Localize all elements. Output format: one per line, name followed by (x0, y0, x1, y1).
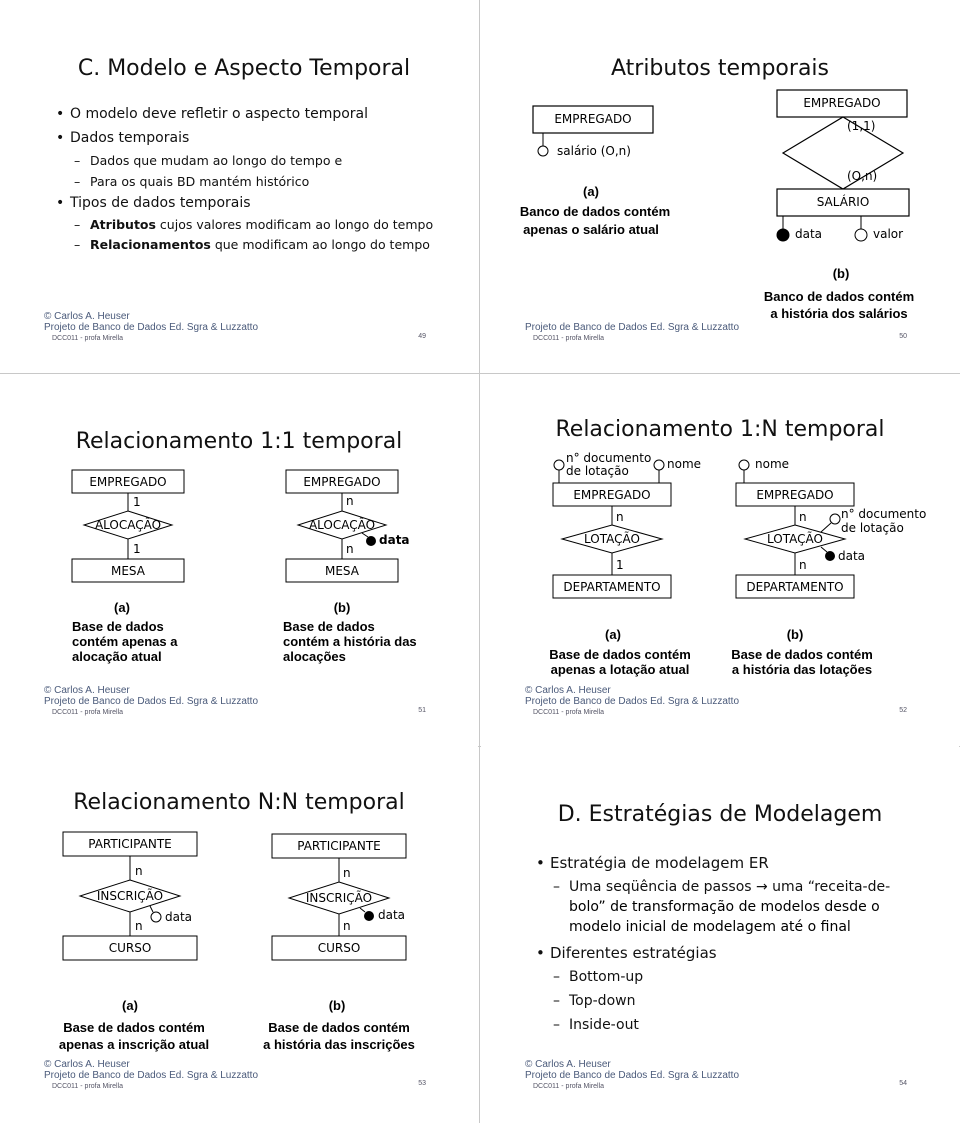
attribute-label: n° documento (566, 451, 652, 465)
slide-footer (525, 685, 739, 718)
bullet: • Dados temporais (70, 130, 189, 146)
cardinality: n (346, 542, 354, 556)
attribute-label: nome (667, 457, 702, 471)
entity-label: DEPARTAMENTO (746, 580, 844, 594)
caption-label: (a) (122, 998, 138, 1013)
caption-label: (a) (605, 627, 621, 642)
slide-title: C. Modelo e Aspecto Temporal (77, 56, 411, 81)
attribute-label: data (165, 910, 193, 924)
page-number: 50 (899, 333, 907, 340)
row-divider (0, 373, 960, 374)
slide-footer (44, 1059, 258, 1092)
cardinality: 1 (133, 495, 141, 509)
page-number: 52 (899, 707, 907, 714)
attribute-link (362, 533, 368, 537)
slide-53 (0, 748, 478, 1120)
sub-bullet: – Dados que mudam ao longo do tempo e (90, 153, 342, 168)
attribute-circle (538, 146, 548, 156)
cardinality: n (343, 866, 351, 880)
bullet: • Estratégia de modelagem ER (550, 854, 769, 872)
attribute-label: nome (755, 457, 790, 471)
caption-line: Base de dados (72, 619, 164, 634)
sub-bullet: – Bottom-up (569, 969, 643, 985)
cardinality: n (616, 510, 624, 524)
attribute-circle (554, 460, 564, 470)
slide-footer (525, 1059, 739, 1092)
relationship-diamond (783, 117, 903, 189)
caption-line: apenas a lotação atual (550, 662, 690, 677)
attribute-circle (151, 912, 161, 922)
entity-label: DEPARTAMENTO (563, 580, 661, 594)
attribute-label: de lotação (841, 521, 904, 535)
sub-bullet-continuation: modelo inicial de modelagem até o final (569, 919, 851, 935)
slide-title: D. Estratégias de Modelagem (557, 802, 883, 827)
sub-bullet (90, 237, 430, 252)
page-number: 51 (418, 707, 426, 714)
cardinality: n (343, 919, 351, 933)
caption-line: a história das lotações (731, 662, 873, 677)
text-rest: cujos valores modificam ao longo do tempo (155, 217, 434, 232)
cardinality: n (799, 558, 807, 572)
identifier-attribute-circle (777, 229, 789, 241)
entity-label: EMPREGADO (756, 488, 834, 502)
cardinality: (1,1) (847, 119, 876, 133)
caption-line: Banco de dados contém (763, 289, 915, 304)
attribute-link (821, 547, 827, 552)
bold-term: Atributos (90, 217, 156, 232)
entity-label: EMPREGADO (803, 96, 881, 110)
attribute-label: data (378, 908, 406, 922)
attribute-circle (654, 460, 664, 470)
footer-course: DCC011 - profa Mirella (533, 1083, 605, 1090)
slide-49 (0, 0, 478, 372)
attribute-circle (830, 514, 840, 524)
footer-author: © Carlos A. Heuser (44, 311, 130, 322)
entity-label: PARTICIPANTE (88, 837, 172, 851)
footer-project: Projeto de Banco de Dados Ed. Sgra & Luzzatto (44, 696, 259, 707)
footer-project: Projeto de Banco de Dados Ed. Sgra & Luzzatto (525, 322, 740, 333)
entity-label: EMPREGADO (554, 112, 632, 126)
cardinality: 1 (133, 542, 141, 556)
page-number: 53 (418, 1080, 426, 1087)
attribute-label: data (795, 227, 823, 241)
footer-course: DCC011 - profa Mirella (52, 1083, 124, 1090)
caption-label: (b) (832, 266, 850, 281)
attribute-link (821, 523, 831, 532)
column-divider (479, 0, 480, 1123)
caption-label: (b) (333, 600, 351, 615)
caption-line: Base de dados contém (268, 1020, 410, 1035)
page-number: 49 (418, 333, 426, 340)
attribute-circle (739, 460, 749, 470)
er-diagram (481, 0, 959, 372)
slide-title: Relacionamento 1:1 temporal (75, 429, 403, 454)
slide-footer (44, 685, 258, 718)
sub-bullet (90, 217, 433, 232)
caption-line: alocações (283, 649, 346, 664)
caption-line: apenas o salário atual (523, 222, 659, 237)
entity-label: CURSO (108, 941, 152, 955)
footer-author: © Carlos A. Heuser (44, 1059, 130, 1070)
attribute-label: n° documento (841, 507, 927, 521)
footer-course: DCC011 - profa Mirella (52, 709, 124, 716)
page-number: 54 (899, 1080, 907, 1087)
bold-term: Relacionamentos (90, 237, 211, 252)
attribute-circle (366, 536, 376, 546)
attribute-label: data (379, 533, 410, 547)
slide-54 (481, 748, 959, 1120)
attribute-circle (364, 911, 374, 921)
sub-bullet: – Uma seqüência de passos → uma “receita-de- (569, 879, 890, 895)
footer-author: © Carlos A. Heuser (44, 685, 130, 696)
caption-label: (a) (114, 600, 130, 615)
slide-51 (0, 375, 478, 747)
footer-course: DCC011 - profa Mirella (533, 709, 605, 716)
relationship-label: ALOCAÇÃO (308, 518, 376, 532)
footer-project: Projeto de Banco de Dados Ed. Sgra & Luzzatto (44, 322, 259, 333)
caption-label: (a) (583, 184, 599, 199)
slide-footer (44, 311, 258, 344)
entity-label: EMPREGADO (303, 475, 381, 489)
relationship-label: LOTAÇÃO (767, 532, 823, 546)
attribute-link (360, 908, 365, 912)
entity-label: CURSO (317, 941, 361, 955)
relationship-label: ALOCAÇÃO (94, 518, 162, 532)
slide-50 (481, 0, 959, 372)
slide-title: Relacionamento N:N temporal (73, 790, 405, 815)
bullet: • Tipos de dados temporais (70, 195, 251, 211)
caption-line: Base de dados contém (731, 647, 873, 662)
sub-bullet: – Para os quais BD mantém histórico (90, 174, 309, 189)
caption-line: a história dos salários (770, 306, 908, 321)
attribute-label: de lotação (566, 464, 629, 478)
footer-project: Projeto de Banco de Dados Ed. Sgra & Luzzatto (44, 1070, 259, 1081)
entity-label: SALÁRIO (816, 195, 870, 209)
caption-label: (b) (328, 998, 346, 1013)
relationship-label: LOTAÇÃO (584, 532, 640, 546)
attribute-link (150, 906, 153, 912)
cardinality: 1 (616, 558, 624, 572)
bullet: • Diferentes estratégias (550, 944, 717, 962)
sub-bullet-continuation: bolo” de transformação de modelos desde o (569, 899, 880, 915)
footer-project: Projeto de Banco de Dados Ed. Sgra & Luzzatto (525, 1070, 740, 1081)
entity-label: EMPREGADO (89, 475, 167, 489)
caption-line: contém apenas a (72, 634, 178, 649)
sub-bullet: – Inside-out (569, 1017, 639, 1033)
cardinality: n (346, 494, 354, 508)
slide-52 (481, 375, 959, 747)
entity-label: MESA (111, 564, 145, 578)
caption-label: (b) (786, 627, 804, 642)
footer-author: © Carlos A. Heuser (525, 685, 611, 696)
cardinality: n (135, 919, 143, 933)
footer-course: DCC011 - profa Mirella (52, 335, 124, 342)
cardinality: n (799, 510, 807, 524)
caption-line: Base de dados contém (549, 647, 691, 662)
footer-author: © Carlos A. Heuser (525, 1059, 611, 1070)
attribute-circle (825, 551, 835, 561)
cardinality: n (135, 864, 143, 878)
caption-line: Base de dados (283, 619, 375, 634)
entity-label: PARTICIPANTE (297, 839, 381, 853)
slide-title: Atributos temporais (610, 56, 829, 81)
slide-footer (525, 322, 739, 344)
sub-bullet: – Top-down (569, 993, 635, 1009)
slide-title: Relacionamento 1:N temporal (555, 417, 885, 442)
attribute-label: valor (873, 227, 904, 241)
text-rest: que modificam ao longo do tempo (210, 237, 430, 252)
attribute-label: salário (O,n) (557, 144, 631, 158)
bullet: • O modelo deve refletir o aspecto temporal (70, 106, 368, 122)
attribute-label: data (838, 549, 866, 563)
caption-line: contém a história das (283, 634, 417, 649)
cardinality: (O,n) (847, 169, 878, 183)
entity-label: MESA (325, 564, 359, 578)
relationship-label: INSCRIÇÃO (305, 891, 373, 905)
attribute-circle (855, 229, 867, 241)
footer-project: Projeto de Banco de Dados Ed. Sgra & Luzzatto (525, 696, 740, 707)
footer-course: DCC011 - profa Mirella (533, 335, 605, 342)
relationship-label: INSCRIÇÃO (96, 889, 164, 903)
caption-line: alocação atual (72, 649, 162, 664)
caption-line: a história das inscrições (263, 1037, 415, 1052)
caption-line: Banco de dados contém (519, 204, 671, 219)
caption-line: apenas a inscrição atual (58, 1037, 210, 1052)
entity-label: EMPREGADO (573, 488, 651, 502)
caption-line: Base de dados contém (63, 1020, 205, 1035)
